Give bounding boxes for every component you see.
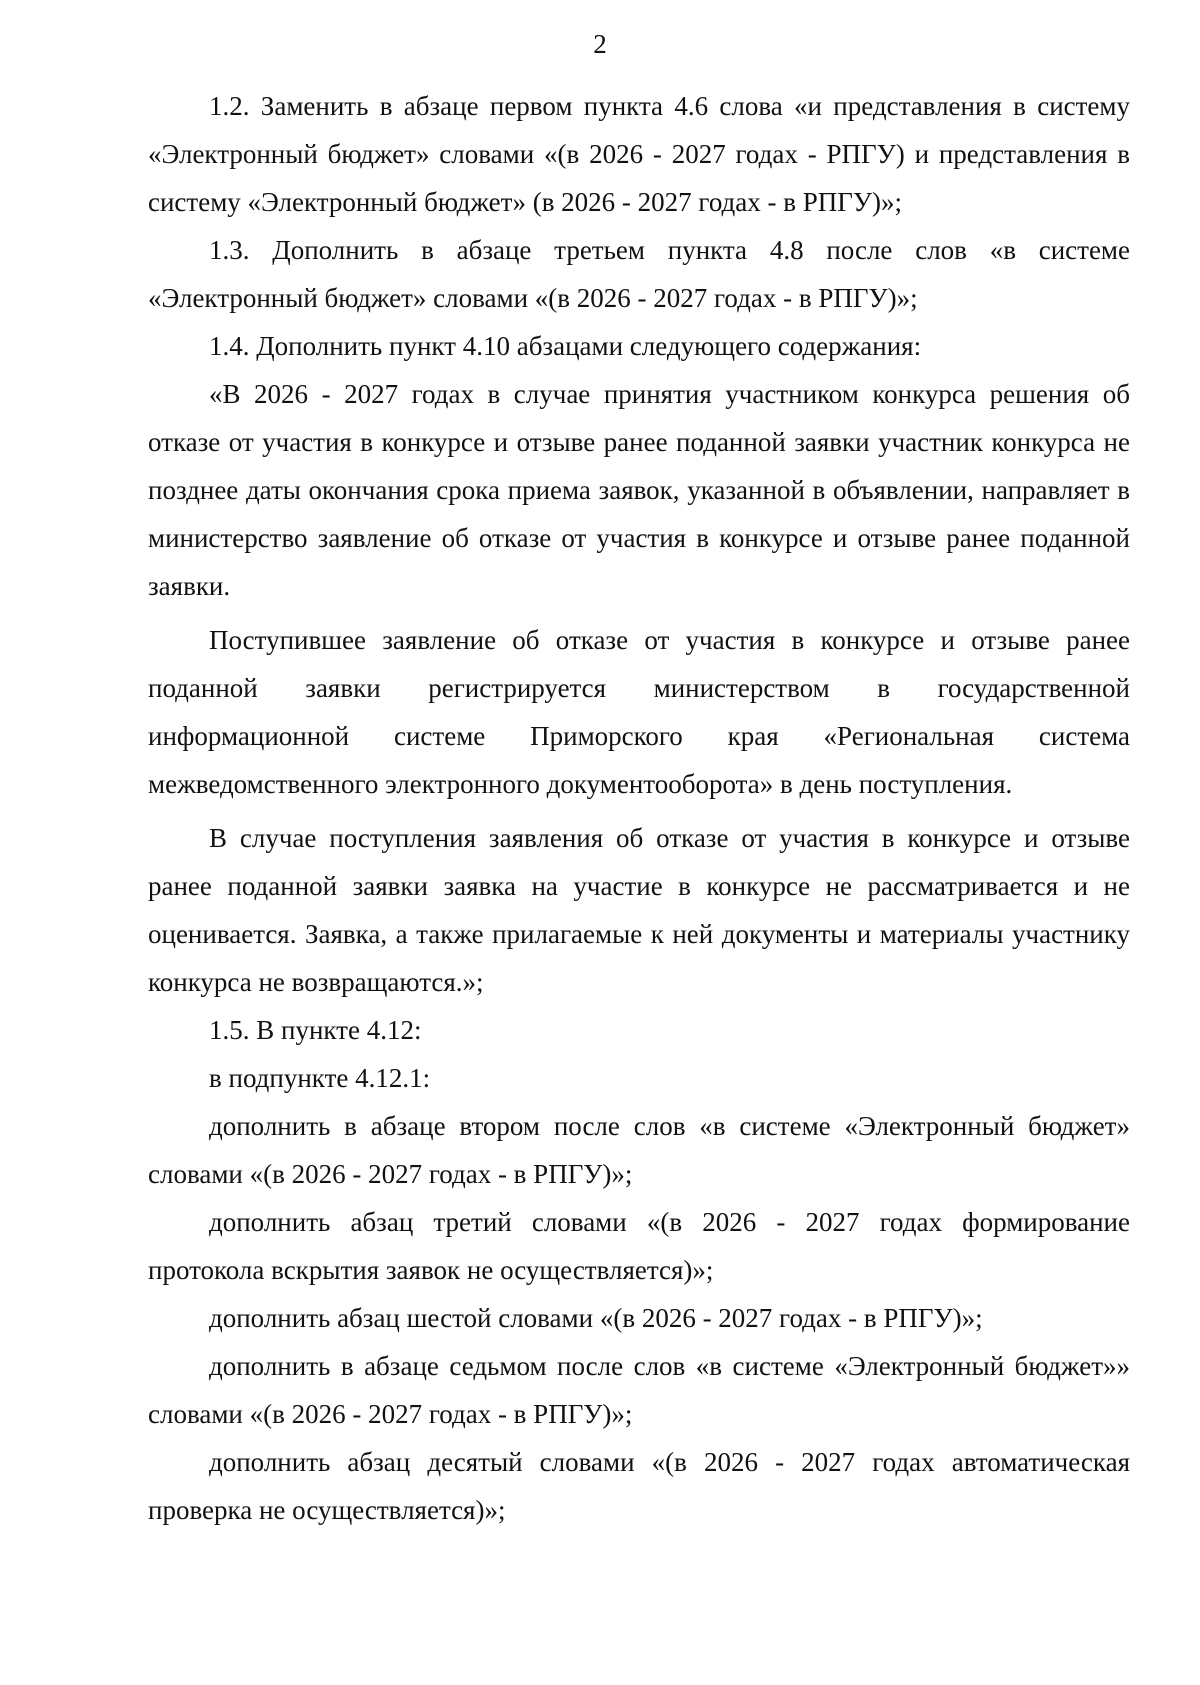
paragraph-registration: Поступившее заявление об отказе от участия в конкурсе и отзыве ранее поданной заявки регистрируется министерством в государственной информационной системе Приморского края «Региональная система межведомственного электронного документооборота» в день поступления.: [148, 625, 1130, 799]
paragraph-seventh-abzac: дополнить в абзаце седьмом после слов «в системе «Электронный бюджет»» словами «(в 2026 - 2027 годах - в РПГУ)»;: [148, 1351, 1130, 1429]
page-number: 2: [593, 29, 607, 59]
paragraph-second-abzac: дополнить в абзаце втором после слов «в системе «Электронный бюджет» словами «(в 2026 - 2027 годах - в РПГУ)»;: [148, 1111, 1130, 1189]
paragraph-third-abzac: дополнить абзац третий словами «(в 2026 - 2027 годах формирование протокола вскрытия заявок не осуществляется)»;: [148, 1207, 1130, 1285]
quoted-paragraph-withdrawal: «В 2026 - 2027 годах в случае принятия участником конкурса решения об отказе от участия в конкурсе и отзыве ранее поданной заявки участник конкурса не позднее даты окончания срока приема заявок, указанной в объявлении, направляет в министерство заявление об отказе от участия в конкурсе и отзыве ранее поданной заявки.: [148, 379, 1130, 601]
paragraph-subpoint-4-12-1: в подпункте 4.12.1:: [209, 1063, 431, 1093]
paragraph-not-considered: В случае поступления заявления об отказе от участия в конкурсе и отзыве ранее поданной заявки заявка на участие в конкурсе не рассматривается и не оценивается. Заявка, а также прилагаемые к ней документы и материалы участнику конкурса не возвращаются.»;: [148, 823, 1130, 997]
paragraph-1-5: 1.5. В пункте 4.12:: [209, 1015, 422, 1045]
paragraph-1-3: 1.3. Дополнить в абзаце третьем пункта 4.8 после слов «в системе «Электронный бюджет» словами «(в 2026 - 2027 годах - в РПГУ)»;: [148, 235, 1130, 313]
paragraph-sixth-abzac: дополнить абзац шестой словами «(в 2026 - 2027 годах - в РПГУ)»;: [209, 1303, 983, 1333]
paragraph-tenth-abzac: дополнить абзац десятый словами «(в 2026 - 2027 годах автоматическая проверка не осуществляется)»;: [148, 1447, 1130, 1525]
paragraph-1-2: 1.2. Заменить в абзаце первом пункта 4.6 слова «и представления в систему «Электронный бюджет» словами «(в 2026 - 2027 годах - РПГУ) и представления в систему «Электронный бюджет» (в 2026 - 2027 годах - в РПГУ)»;: [148, 91, 1130, 217]
paragraph-1-4: 1.4. Дополнить пункт 4.10 абзацами следующего содержания:: [209, 331, 922, 361]
document-body: [148, 82, 1130, 1534]
